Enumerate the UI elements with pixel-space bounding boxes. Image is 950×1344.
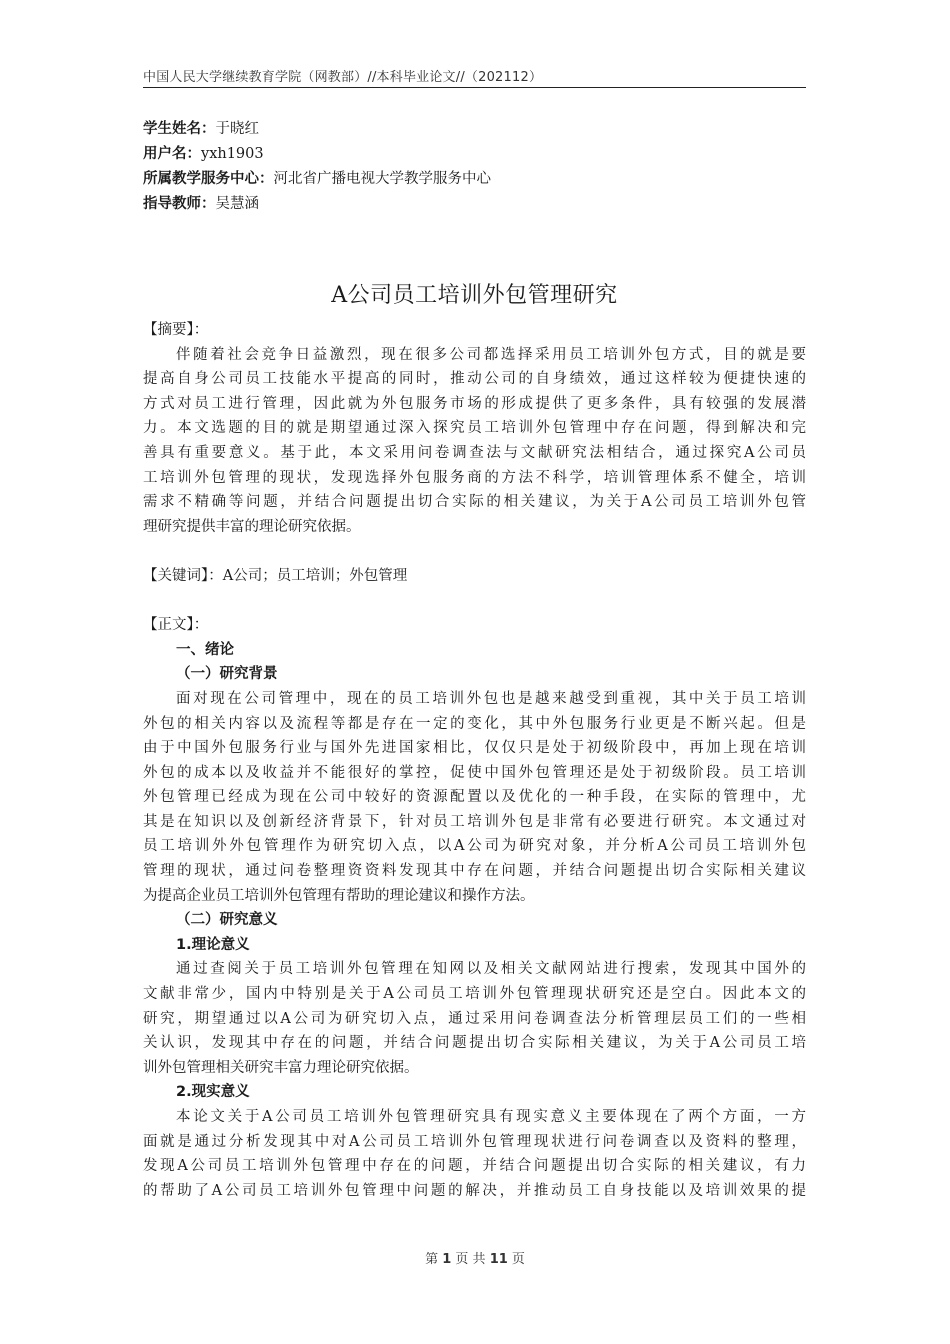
service-center-label: 所属教学服务中心： bbox=[143, 171, 274, 187]
background-paragraph bbox=[143, 687, 806, 908]
abstract-line: 理研究提供丰富的理论研究依据。 bbox=[143, 518, 361, 535]
body-line: 员工培训外外包管理作为研究切入点，以A公司为研究对象，并分析A公司员工培训外包 bbox=[143, 838, 806, 855]
thesis-title: A公司员工培训外包管理研究 bbox=[331, 283, 618, 308]
heading-practice: 2.现实意义 bbox=[176, 1084, 250, 1101]
body-line: 外包的成本以及收益并不能很好的掌控，促使中国外包管理还是处于初级阶段。员工培训 bbox=[143, 764, 806, 781]
thesis-body bbox=[143, 318, 806, 1203]
advisor-row bbox=[143, 192, 806, 217]
abstract-line: 伴随着社会竞争日益激烈，现在很多公司都选择采用员工培训外包方式，目的就是要 bbox=[176, 346, 806, 363]
student-name-label: 学生姓名： bbox=[143, 121, 216, 137]
body-line: 研究，期望通过以A公司为研究切入点，通过采用问卷调查法分析管理层员工们的一些相 bbox=[143, 1010, 806, 1027]
heading-theory: 1.理论意义 bbox=[176, 936, 250, 953]
total-page-count: 11 bbox=[489, 1252, 508, 1267]
student-name-value: 于晓红 bbox=[215, 121, 259, 137]
body-line: 本论文关于A公司员工培训外包管理研究具有现实意义主要体现在了两个方面，一方 bbox=[176, 1109, 806, 1125]
body-line: 其是在知识以及创新经济背景下，针对员工培训外包是非常有必要进行研究。本文通过对 bbox=[143, 813, 806, 830]
body-line: 文献非常少，国内中特别是关于A公司员工培训外包管理现状研究还是空白。因此本文的 bbox=[143, 986, 806, 1003]
abstract-label: 【摘要】： bbox=[143, 322, 209, 338]
body-line: 由于中国外包服务行业与国外先进国家相比，仅仅只是处于初级阶段中，再加上现在培训 bbox=[143, 740, 806, 757]
service-center-value: 河北省广播电视大学教学服务中心 bbox=[273, 171, 491, 187]
footer-prefix: 第 bbox=[425, 1252, 439, 1267]
body-line: 训外包管理相关研究丰富力理论研究依据。 bbox=[143, 1059, 419, 1076]
body-line: 面就是通过分析发现其中对A公司员工培训外包管理现状进行问卷调查以及资料的整理， bbox=[143, 1133, 806, 1150]
service-center-row bbox=[143, 167, 806, 192]
abstract-line: 善具有重要意义。基于此，本文采用问卷调查法与文献研究法相结合，通过探究A公司员 bbox=[143, 444, 806, 461]
abstract-line: 需求不精确等问题，并结合问题提出切合实际的相关建议，为关于A公司员工培训外包管 bbox=[143, 494, 806, 511]
advisor-value: 吴慧涵 bbox=[215, 196, 259, 212]
heading-introduction: 一、绪论 bbox=[176, 641, 234, 658]
body-line: 面对现在公司管理中，现在的员工培训外包也是越来越受到重视，其中关于员工培训 bbox=[176, 690, 806, 707]
theory-paragraph bbox=[143, 957, 806, 1080]
page-footer bbox=[0, 1248, 950, 1267]
body-line: 的帮助了A公司员工培训外包管理中问题的解决，并推动员工自身技能以及培训效果的提 bbox=[143, 1182, 806, 1199]
body-line: 外包的相关内容以及流程等都是存在一定的变化，其中外包服务行业更是不断兴起。但是 bbox=[143, 715, 806, 732]
body-line: 为提高企业员工培训外包管理有帮助的理论建议和操作方法。 bbox=[143, 887, 535, 904]
username-label: 用户名： bbox=[143, 146, 201, 162]
abstract-line: 提高自身公司员工技能水平提高的同时，推动公司的自身绩效，通过这样较为便捷快速的 bbox=[143, 371, 806, 388]
heading-significance: （二）研究意义 bbox=[176, 912, 278, 929]
abstract-paragraph bbox=[143, 343, 806, 540]
heading-background: （一）研究背景 bbox=[176, 666, 278, 683]
abstract-line: 力。本文选题的目的就是期望通过深入探究员工培训外包管理中存在问题，得到解决和完 bbox=[143, 420, 806, 437]
page-header: 中国人民大学继续教育学院（网教部）//本科毕业论文//（202112） bbox=[143, 70, 543, 85]
body-line: 外包管理已经成为现在公司中较好的资源配置以及优化的一种手段，在实际的管理中，尤 bbox=[143, 789, 806, 806]
body-line: 通过查阅关于员工培训外包管理在知网以及相关文献网站进行搜索，发现其中国外的 bbox=[176, 961, 806, 978]
body-line: 管理的现状，通过问卷整理资资料发现其中存在问题，并结合问题提出切合实际相关建议 bbox=[143, 863, 806, 880]
practice-paragraph bbox=[143, 1105, 806, 1203]
advisor-label: 指导教师： bbox=[143, 196, 216, 212]
abstract-line: 工培训外包管理的现状，发现选择外包服务商的方法不科学，培训管理体系不健全，培训 bbox=[143, 469, 806, 486]
body-line: 关认识，发现其中存在的问题，并结合问题提出切合实际相关建议，为关于A公司员工培 bbox=[143, 1035, 806, 1052]
username-row bbox=[143, 142, 806, 167]
footer-suffix: 页 bbox=[511, 1252, 525, 1267]
keywords: 【关键词】：A公司；员工培训；外包管理 bbox=[143, 567, 408, 584]
header-rule bbox=[143, 87, 806, 88]
abstract-line: 方式对员工进行管理，因此就为外包服务市场的形成提供了更多条件，具有较强的发展潜 bbox=[143, 395, 806, 412]
student-info bbox=[143, 117, 806, 217]
student-name-row bbox=[143, 117, 806, 142]
username-value: yxh1903 bbox=[201, 146, 264, 162]
current-page-number: 1 bbox=[442, 1252, 452, 1267]
footer-mid: 页 共 bbox=[455, 1252, 486, 1267]
body-label: 【正文】： bbox=[143, 617, 209, 634]
body-line: 发现A公司员工培训外包管理中存在的问题，并结合问题提出切合实际的相关建议，有力 bbox=[143, 1158, 806, 1175]
